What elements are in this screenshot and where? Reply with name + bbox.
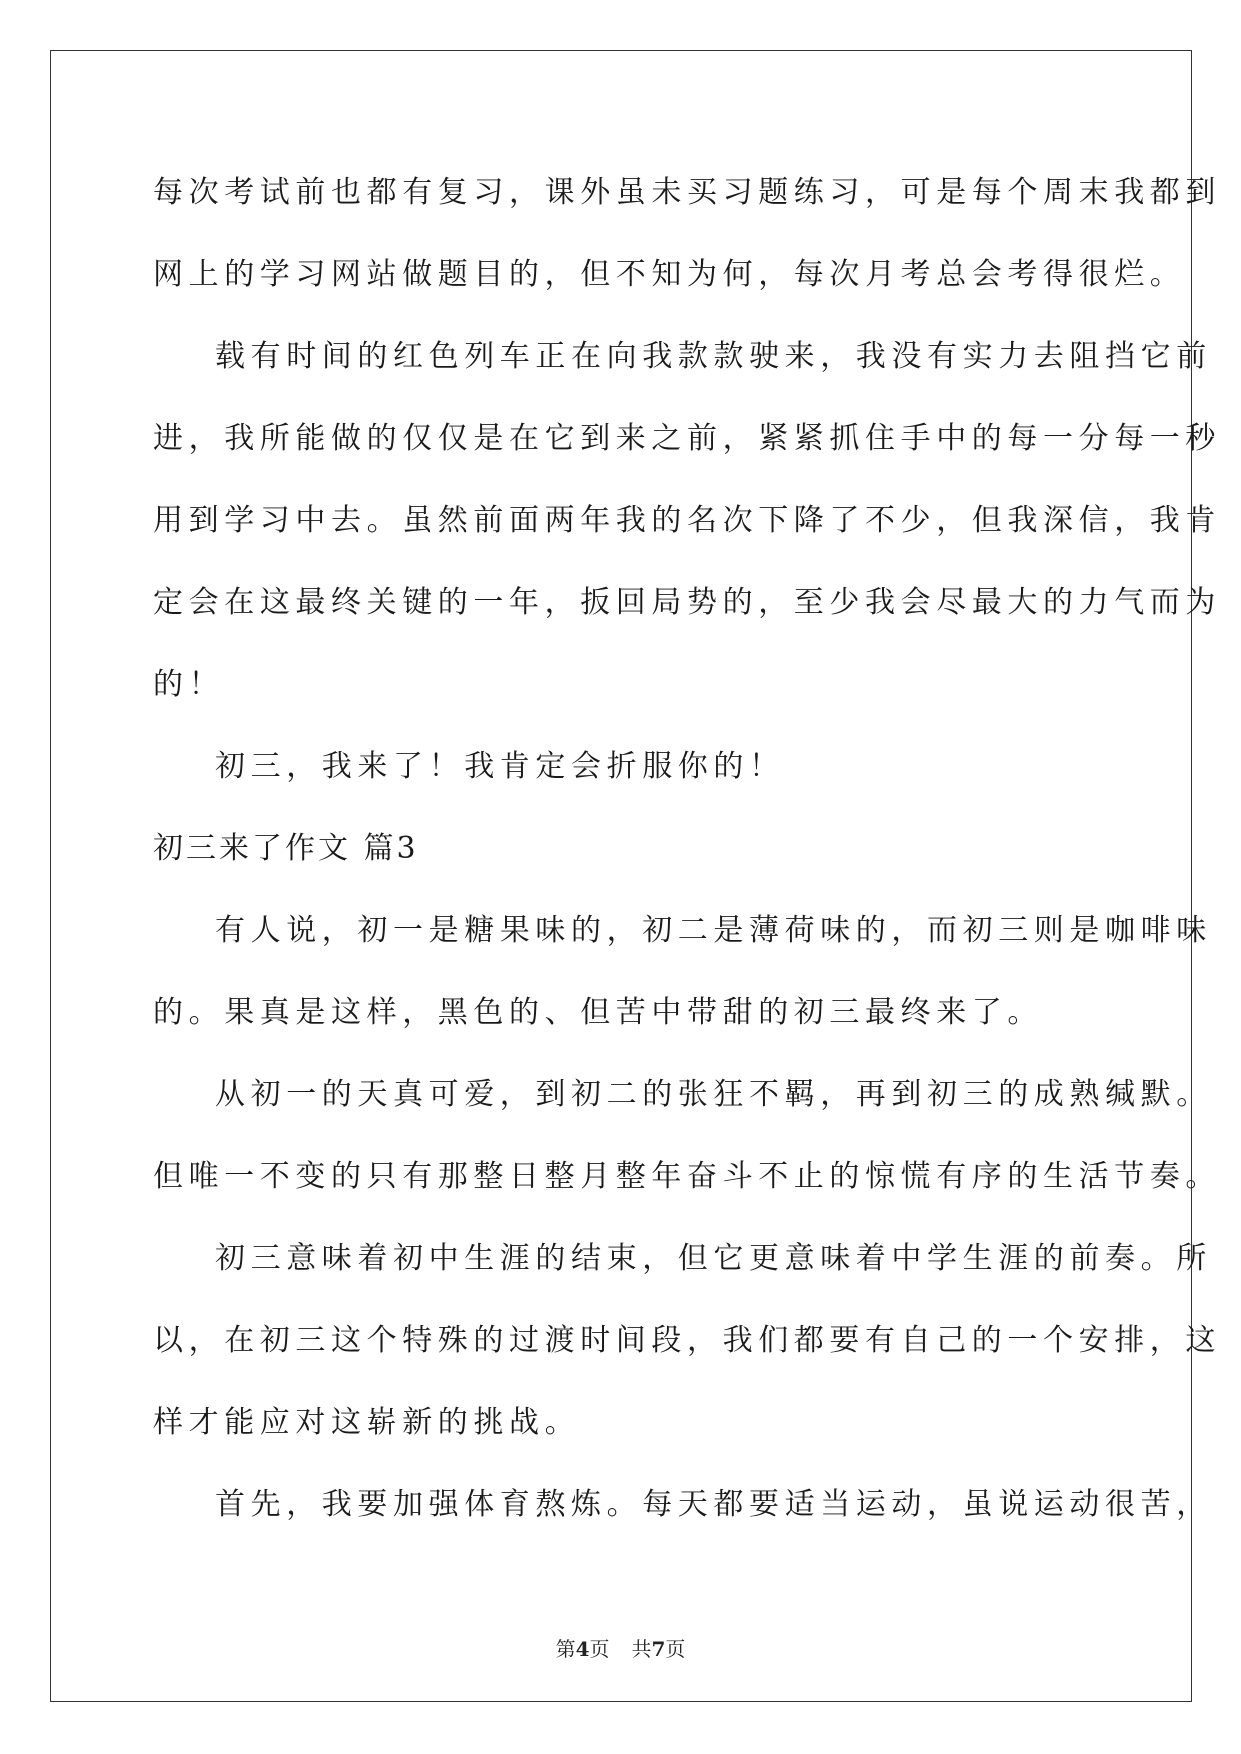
total-prefix: 共: [631, 1637, 652, 1661]
text-line: 用到学习中去。虽然前面两年我的名次下降了不少，但我深信，我肯: [153, 503, 1221, 538]
page-suffix: 页: [589, 1637, 610, 1661]
text-line: 有人说，初一是糖果味的，初二是薄荷味的，而初三则是咖啡味: [215, 913, 1212, 948]
text-line: 样才能应对这崭新的挑战。: [153, 1405, 581, 1440]
page-prefix: 第: [555, 1637, 576, 1661]
text-line: 进，我所能做的仅仅是在它到来之前，紧紧抓住手中的每一分每一秒: [153, 421, 1221, 456]
text-line: 但唯一不变的只有那整日整月整年奋斗不止的惊慌有序的生活节奏。: [153, 1159, 1221, 1194]
document-body: [153, 152, 1221, 1546]
page-number: 4: [575, 1637, 590, 1661]
text-line: 初三意味着初中生涯的结束，但它更意味着中学生涯的前奏。所: [215, 1241, 1212, 1276]
text-line: 以，在初三这个特殊的过渡时间段，我们都要有自己的一个安排，这: [153, 1323, 1221, 1358]
page-footer: [0, 1633, 1241, 1662]
text-line: 定会在这最终关键的一年，扳回局势的，至少我会尽最大的力气而为: [153, 585, 1221, 620]
text-line: 从初一的天真可爱，到初二的张狂不羁，再到初三的成熟缄默。: [215, 1077, 1212, 1112]
text-line: 的。果真是这样，黑色的、但苦中带甜的初三最终来了。: [153, 995, 1043, 1030]
text-line: 载有时间的红色列车正在向我款款驶来，我没有实力去阻挡它前: [215, 339, 1212, 374]
text-line: 网上的学习网站做题目的，但不知为何，每次月考总会考得很烂。: [153, 257, 1186, 292]
total-pages: 7: [651, 1637, 666, 1661]
text-line: 每次考试前也都有复习，课外虽未买习题练习，可是每个周末我都到: [153, 175, 1221, 210]
text-line: 的！: [153, 667, 225, 702]
text-line: 初三，我来了！我肯定会折服你的！: [215, 749, 785, 784]
section-heading: 初三来了作文 篇3: [153, 831, 419, 866]
total-suffix: 页: [665, 1637, 686, 1661]
text-line: 首先，我要加强体育熬炼。每天都要适当运动，虽说运动很苦，: [215, 1487, 1212, 1522]
